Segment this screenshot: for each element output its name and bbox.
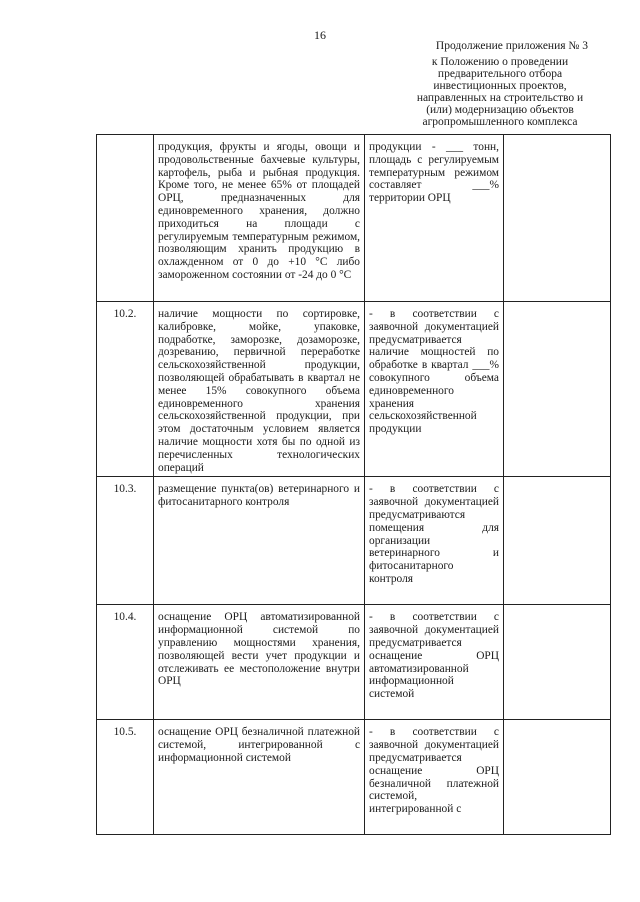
note-cell bbox=[504, 720, 611, 835]
appendix-line: предварительного отбора bbox=[437, 68, 563, 80]
requirement-cell: оснащение ОРЦ безналичной платежной системой, интегрированной с информационной системой bbox=[154, 720, 365, 835]
confirmation-cell: продукции - ___ тонн, площадь с регулируемым температурным режимом составляет ___% территории ОРЦ bbox=[365, 135, 504, 302]
table-row bbox=[97, 302, 611, 477]
appendix-line: к Положению о проведении bbox=[431, 56, 569, 68]
note-cell bbox=[504, 605, 611, 720]
table-row bbox=[97, 720, 611, 835]
requirement-cell: оснащение ОРЦ автоматизированной информационной системой по управлению мощностями хранения, позволяющей вести учет продукции и отслеживать ее местоположение внутри ОРЦ bbox=[154, 605, 365, 720]
confirmation-cell: - в соответствии с заявочной документацией предусматривается оснащение ОРЦ безналичной платежной системой, интегрированной с bbox=[365, 720, 504, 835]
note-cell bbox=[504, 477, 611, 605]
table-row bbox=[97, 135, 611, 302]
confirmation-cell: - в соответствии с заявочной документацией предусматривается наличие мощностей по обработке в квартал ___% совокупного объема единовременного хранения сельскохозяйственной продукции bbox=[365, 302, 504, 477]
table-row bbox=[97, 477, 611, 605]
row-number: 10.5. bbox=[97, 720, 154, 835]
note-cell bbox=[504, 302, 611, 477]
appendix-line: (или) модернизацию объектов bbox=[426, 104, 574, 116]
row-number: 10.4. bbox=[97, 605, 154, 720]
appendix-line: агропромышленного комплекса bbox=[422, 116, 578, 128]
row-number bbox=[97, 135, 154, 302]
requirement-cell: размещение пункта(ов) ветеринарного и фитосанитарного контроля bbox=[154, 477, 365, 605]
row-number: 10.2. bbox=[97, 302, 154, 477]
criteria-table bbox=[96, 134, 611, 835]
appendix-header bbox=[402, 40, 598, 128]
page-number: 16 bbox=[314, 28, 326, 42]
appendix-line: направленных на строительство и bbox=[416, 92, 584, 104]
appendix-line: инвестиционных проектов, bbox=[433, 80, 567, 92]
note-cell bbox=[504, 135, 611, 302]
row-number: 10.3. bbox=[97, 477, 154, 605]
appendix-continuation: Продолжение приложения № 3 bbox=[435, 40, 588, 52]
requirement-cell: наличие мощности по сортировке, калибровке, мойке, упаковке, подработке, заморозке, дозаморозке, дозреванию, первичной переработке сельскохозяйственной продукции, позволяющей обрабатывать в квартал не менее 15% совокупного объема единовременного хранения сельскохозяйственной продукции, при этом достаточным условием является наличие мощности хотя бы по одной из перечисленных технологических операций bbox=[154, 302, 365, 477]
confirmation-cell: - в соответствии с заявочной документацией предусматриваются помещения для организации ветеринарного и фитосанитарного контроля bbox=[365, 477, 504, 605]
requirement-cell: продукция, фрукты и ягоды, овощи и продовольственные бахчевые культуры, картофель, рыба и рыбная продукция. Кроме того, не менее 65% от площадей ОРЦ, предназначенных для единовременного хранения, должно приходиться на площади с регулируемым температурным режимом, позволяющим хранить продукцию в охлажденном от 0 до +10 °С либо замороженном состоянии от -24 до 0 °С bbox=[154, 135, 365, 302]
confirmation-cell: - в соответствии с заявочной документацией предусматривается оснащение ОРЦ автоматизированной информационной системой bbox=[365, 605, 504, 720]
table-row bbox=[97, 605, 611, 720]
